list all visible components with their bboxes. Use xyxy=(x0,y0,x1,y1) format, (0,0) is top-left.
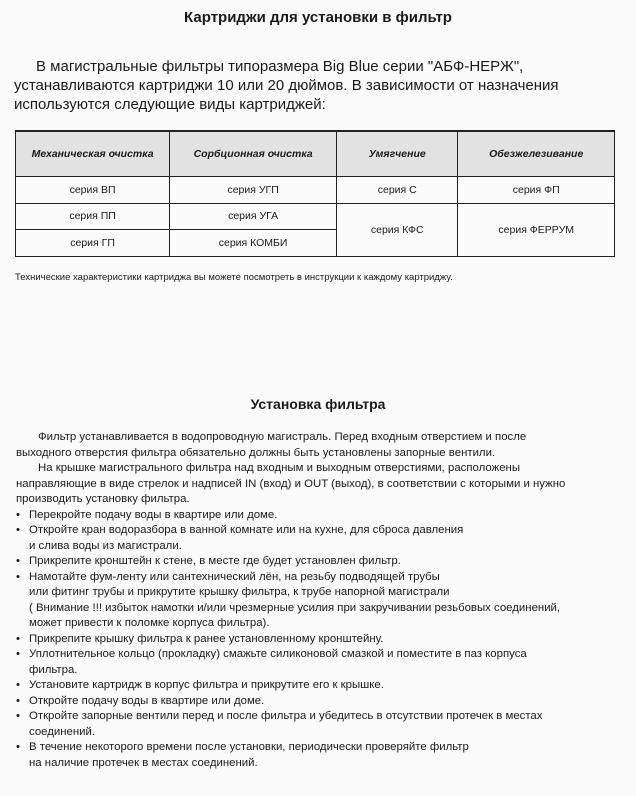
table-cell: серия С xyxy=(337,177,458,204)
list-item-line: Уплотнительное кольцо (прокладку) смажьте силиконовой смазкой и поместите в паз корпуса xyxy=(29,648,527,660)
list-item-line: и слива воды из магистрали. xyxy=(29,539,182,552)
table-cell: серия ПП xyxy=(16,203,170,230)
intro-line: устанавливаются картриджи 10 или 20 дюймов. В зависимости от назначения xyxy=(14,77,559,94)
list-item xyxy=(16,632,620,648)
table-header-row xyxy=(16,131,615,177)
list-item xyxy=(16,523,620,554)
list-item-line: Откройте кран водоразбора в ванной комнате или на кухне, для сброса давления xyxy=(29,524,464,536)
bullet-icon: • xyxy=(16,555,20,567)
table-cell: серия ФП xyxy=(458,177,615,204)
paragraph-line: На крышке магистрального фильтра над входным и выходным отверстиями, расположены xyxy=(38,462,521,474)
list-item-line: ( Внимание !!! избыток намотки и/или чрезмерные усилия при закручивании резьбовых соединений, xyxy=(29,601,561,614)
table-row xyxy=(16,203,615,230)
cartridge-table xyxy=(15,130,615,257)
bullet-icon: • xyxy=(16,570,20,583)
column-header-softening: Умягчение xyxy=(337,131,458,177)
paragraph-line: Фильтр устанавливается в водопроводную магистраль. Перед входным отверстием и после xyxy=(38,431,527,443)
table-cell: серия ФЕРРУМ xyxy=(458,203,615,256)
list-item xyxy=(16,570,620,632)
list-item-line: или фитинг трубы и прикрутите крышку фильтра, к трубе напорной магистрали xyxy=(29,586,450,598)
table-cell: серия УГП xyxy=(170,177,337,204)
bullet-icon: • xyxy=(16,741,20,753)
bullet-icon: • xyxy=(16,679,20,691)
list-item xyxy=(16,709,620,740)
section-title: Установка фильтра xyxy=(250,396,386,412)
list-item-line: может привести к поломке корпуса фильтра). xyxy=(29,617,270,629)
list-item-line: Прикрепите крышку фильтра к ранее установленному кронштейну. xyxy=(29,632,384,645)
column-header-sorption: Сорбционная очистка xyxy=(170,131,337,177)
install-instructions xyxy=(16,430,620,771)
table-cell: серия КОМБИ xyxy=(170,230,337,257)
bullet-icon: • xyxy=(16,710,20,722)
column-header-mechanical: Механическая очистка xyxy=(16,131,170,177)
table-cell: серия КФС xyxy=(337,203,458,256)
list-item-line: на наличие протечек в местах соединений. xyxy=(29,756,258,769)
intro-paragraph xyxy=(14,57,614,114)
list-item-line: фильтра. xyxy=(29,663,78,676)
list-item-line: соединений. xyxy=(29,725,96,738)
list-item xyxy=(16,678,620,694)
table-cell: серия ВП xyxy=(16,177,170,204)
list-item xyxy=(16,694,620,710)
intro-line: используются следующие виды картриджей: xyxy=(14,96,326,113)
column-header-iron-removal: Обезжелезивание xyxy=(458,131,615,177)
table-cell: серия УГА xyxy=(170,203,337,230)
list-item-line: В течение некоторого времени после установки, периодически проверяйте фильтр xyxy=(29,741,469,753)
list-item xyxy=(16,508,620,524)
list-item-line: Откройте подачу воды в квартире или доме. xyxy=(29,694,265,707)
table-note: Технические характеристики картриджа вы можете посмотреть в инструкции к каждому картриджу. xyxy=(15,272,453,283)
bullet-icon: • xyxy=(16,524,20,536)
paragraph-line: выходного отверстия фильтра обязательно должны быть установлены запорные вентили. xyxy=(16,446,496,459)
list-item xyxy=(16,647,620,678)
list-item xyxy=(16,554,620,570)
paragraph-line: производить установку фильтра. xyxy=(16,493,190,505)
list-item-line: Откройте запорные вентили перед и после фильтра и убедитесь в отсутствии протечек в местах xyxy=(29,710,543,722)
list-item-line: Установите картридж в корпус фильтра и прикрутите его к крышке. xyxy=(29,679,384,691)
bullet-icon: • xyxy=(16,508,20,521)
list-item-line: Прикрепите кронштейн к стене, в месте где будет установлен фильтр. xyxy=(29,555,401,567)
bullet-icon: • xyxy=(16,694,20,707)
bullet-icon: • xyxy=(16,648,20,660)
list-item xyxy=(16,740,620,771)
table-row xyxy=(16,177,615,204)
list-item-line: Перекройте подачу воды в квартире или доме. xyxy=(29,508,278,521)
table-cell: серия ГП xyxy=(16,230,170,257)
intro-line: В магистральные фильтры типоразмера Big Blue серии "АБФ-НЕРЖ", xyxy=(36,58,524,75)
page-title: Картриджи для установки в фильтр xyxy=(184,9,452,26)
list-item-line: Намотайте фум-ленту или сантехнический лён, на резьбу подводящей трубы xyxy=(29,570,440,583)
bullet-icon: • xyxy=(16,632,20,645)
paragraph-line: направляющие в виде стрелок и надписей IN (вход) и OUT (выход), в соответствии с которыми и нужно xyxy=(16,477,566,490)
